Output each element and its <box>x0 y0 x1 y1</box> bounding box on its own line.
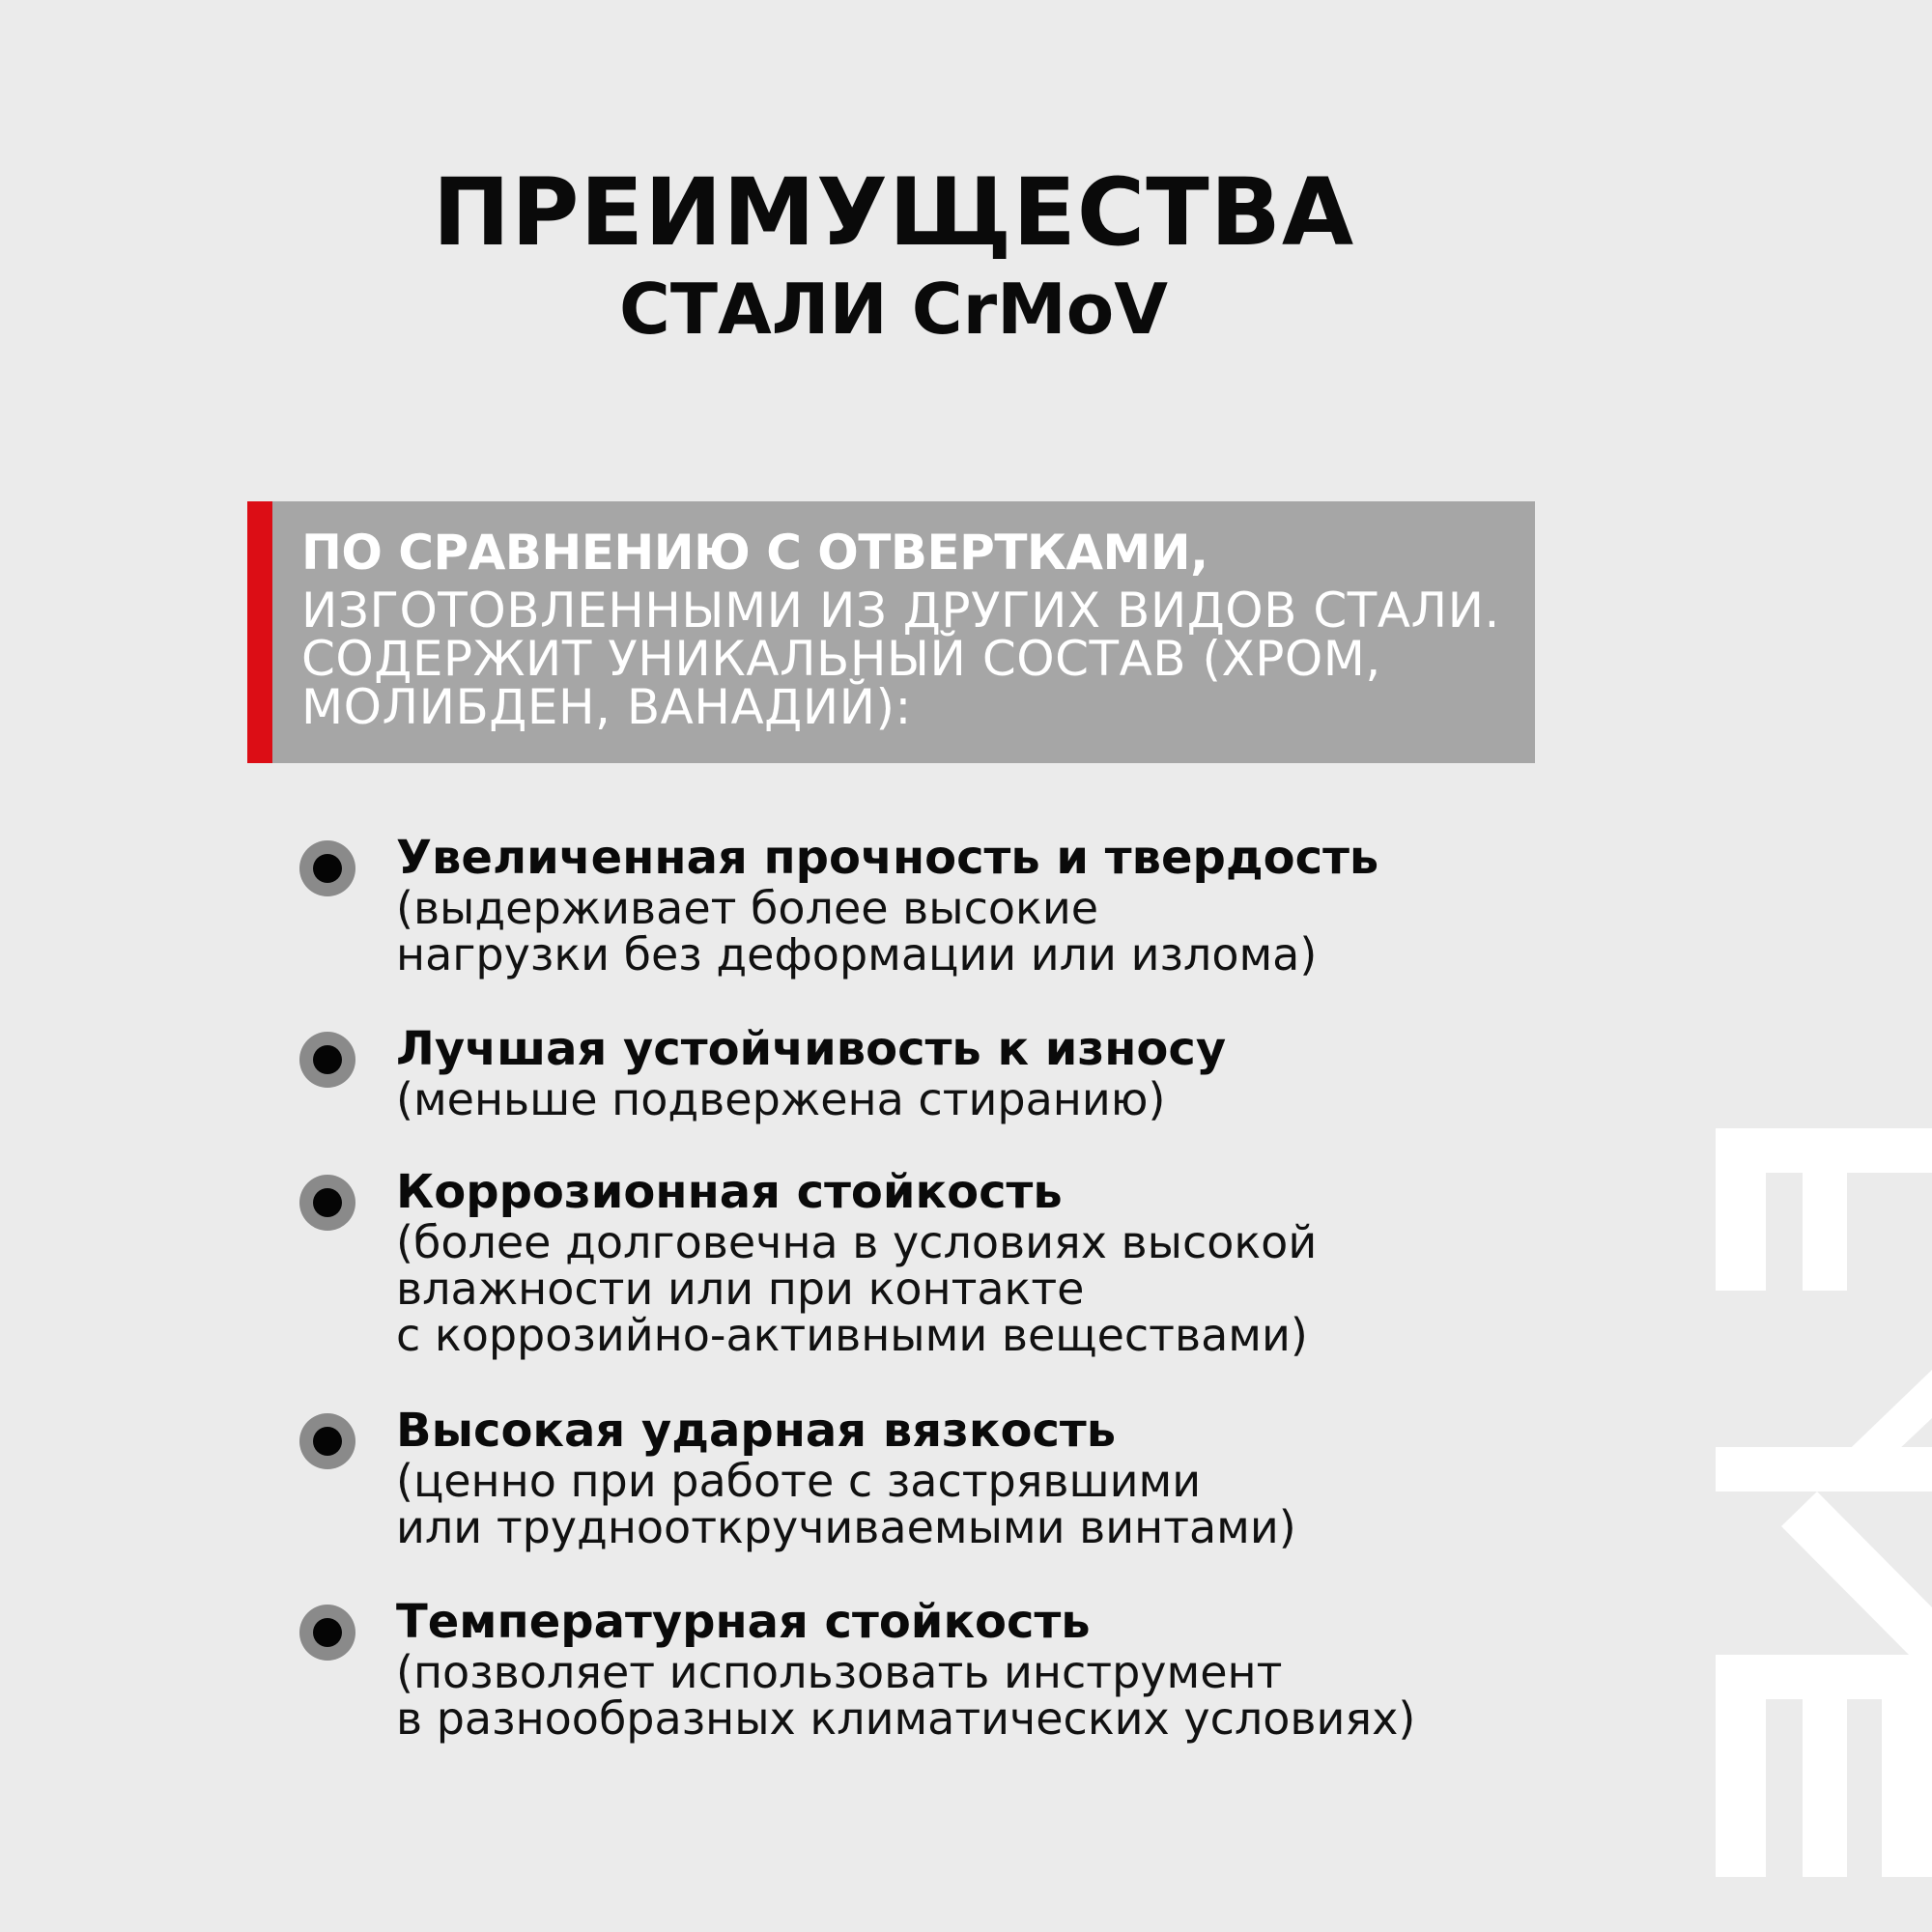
feature-title: Лучшая устойчивость к износу <box>396 1022 1227 1076</box>
feature-description: (ценно при работе с застрявшими или труднооткручиваемыми винтами) <box>396 1455 1296 1553</box>
bullet-icon <box>299 1413 355 1469</box>
bullet-icon <box>299 1175 355 1231</box>
page-subtitle: СТАЛИ CrMoV <box>619 269 1168 350</box>
intro-banner <box>247 501 1535 763</box>
heading <box>0 159 1787 353</box>
list-item <box>299 831 1555 1022</box>
banner-headline: ПО СРАВНЕНИЮ С ОТВЕРТКАМИ, <box>301 525 1208 581</box>
bullet-icon <box>299 1605 355 1661</box>
feature-title: Высокая ударная вязкость <box>396 1404 1117 1458</box>
page-title: ПРЕИМУЩЕСТВА <box>432 158 1355 267</box>
feature-title: Увеличенная прочность и твердость <box>396 831 1379 885</box>
list-item <box>299 1404 1555 1595</box>
ekf-logo-icon <box>1716 1128 1932 1877</box>
list-item <box>299 1595 1555 1749</box>
feature-title: Температурная стойкость <box>396 1595 1091 1649</box>
bullet-icon <box>299 840 355 896</box>
list-item <box>299 1022 1555 1165</box>
feature-description: (меньше подвержена стиранию) <box>396 1073 1166 1125</box>
feature-description: (более долговечна в условиях высокой влажности или при контакте с коррозийно-активными веществами) <box>396 1216 1318 1361</box>
bullet-icon <box>299 1032 355 1088</box>
feature-description: (позволяет использовать инструмент в разнообразных климатических условиях) <box>396 1646 1416 1745</box>
features-list <box>299 831 1555 1749</box>
list-item <box>299 1165 1555 1404</box>
feature-description: (выдерживает более высокие нагрузки без деформации или излома) <box>396 882 1318 980</box>
feature-title: Коррозионная стойкость <box>396 1165 1063 1219</box>
banner-text: ИЗГОТОВЛЕННЫМИ ИЗ ДРУГИХ ВИДОВ СТАЛИ. СОДЕРЖИТ УНИКАЛЬНЫЙ СОСТАВ (ХРОМ, МОЛИБДЕН, ВАНАДИЙ): <box>301 582 1500 735</box>
